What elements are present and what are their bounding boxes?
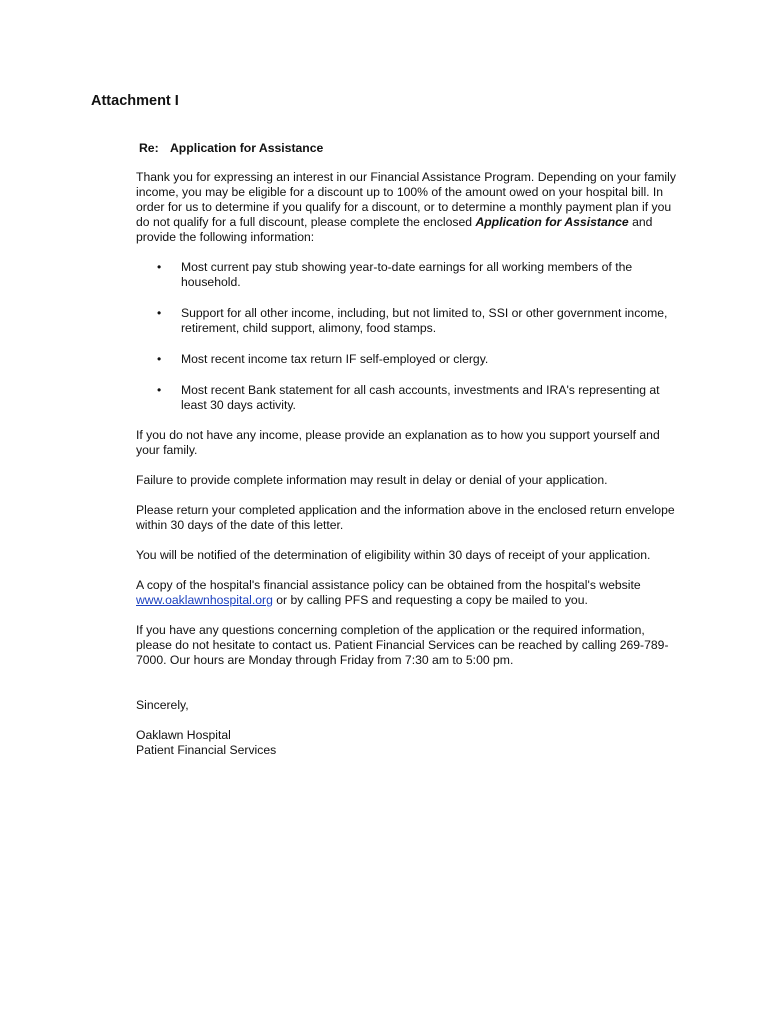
closing: Sincerely, [136, 698, 189, 712]
list-item-text: Support for all other income, including, but not limited to, SSI or other government income, retirement, child support, alimony, food stamps. [181, 306, 668, 335]
bullet-icon: • [157, 260, 162, 274]
failure-paragraph: Failure to provide complete information may result in delay or denial of your application. [136, 473, 608, 487]
signature-department: Patient Financial Services [136, 743, 277, 757]
list-item-text: Most recent Bank statement for all cash accounts, investments and IRA's representing at least 30 days activity. [181, 383, 660, 412]
no-income-paragraph: If you do not have any income, please provide an explanation as to how you support yourself and your family. [136, 428, 660, 457]
letter-body [136, 170, 676, 758]
return-paragraph: Please return your completed application and the information above in the enclosed return envelope within 30 days of the date of this letter. [136, 503, 675, 532]
bullet-icon: • [157, 306, 162, 320]
list-item [136, 383, 676, 413]
notification-paragraph: You will be notified of the determination of eligibility within 30 days of receipt of your application. [136, 548, 651, 562]
intro-text-start: Thank you for expressing an interest in our Financial Assistance Program. Depending on your family income, you may be eligible for a discount up to 100% of the amount owed on your hospital bill. In order for us to determine if you qualify for a discount, or to determine a monthly payment plan if you do not qualify for a full discount, please complete the enclosed [136, 170, 676, 229]
list-item-text: Most recent income tax return IF self-employed or clergy. [181, 352, 489, 366]
bullet-icon: • [157, 383, 162, 397]
application-emphasis: Application for Assistance [475, 215, 629, 229]
list-item-text: Most current pay stub showing year-to-date earnings for all working members of the household. [181, 260, 633, 289]
intro-paragraph [136, 170, 676, 245]
intro-text-end: and provide the following information: [136, 215, 653, 244]
signature-organization: Oaklawn Hospital [136, 728, 231, 742]
signature-block [136, 728, 676, 758]
re-subject: Application for Assistance [170, 141, 324, 155]
re-line [139, 141, 323, 155]
bullet-icon: • [157, 352, 162, 366]
list-item [136, 306, 676, 336]
required-documents-list [136, 260, 676, 413]
list-item [136, 352, 676, 367]
policy-text-start: A copy of the hospital's financial assistance policy can be obtained from the hospital's website [136, 578, 641, 592]
questions-paragraph: If you have any questions concerning completion of the application or the required information, please do not hesitate to contact us. Patient Financial Services can be reached by calling 269-789-7000. Our hours are Monday through Friday from 7:30 am to 5:00 pm. [136, 623, 669, 667]
spacer [136, 683, 676, 698]
attachment-heading: Attachment I [91, 93, 179, 109]
re-label: Re: [139, 141, 159, 155]
hospital-website-link[interactable]: www.oaklawnhospital.org [136, 593, 273, 607]
policy-text-end: or by calling PFS and requesting a copy be mailed to you. [272, 593, 588, 607]
list-item [136, 260, 676, 290]
policy-paragraph [136, 578, 676, 608]
